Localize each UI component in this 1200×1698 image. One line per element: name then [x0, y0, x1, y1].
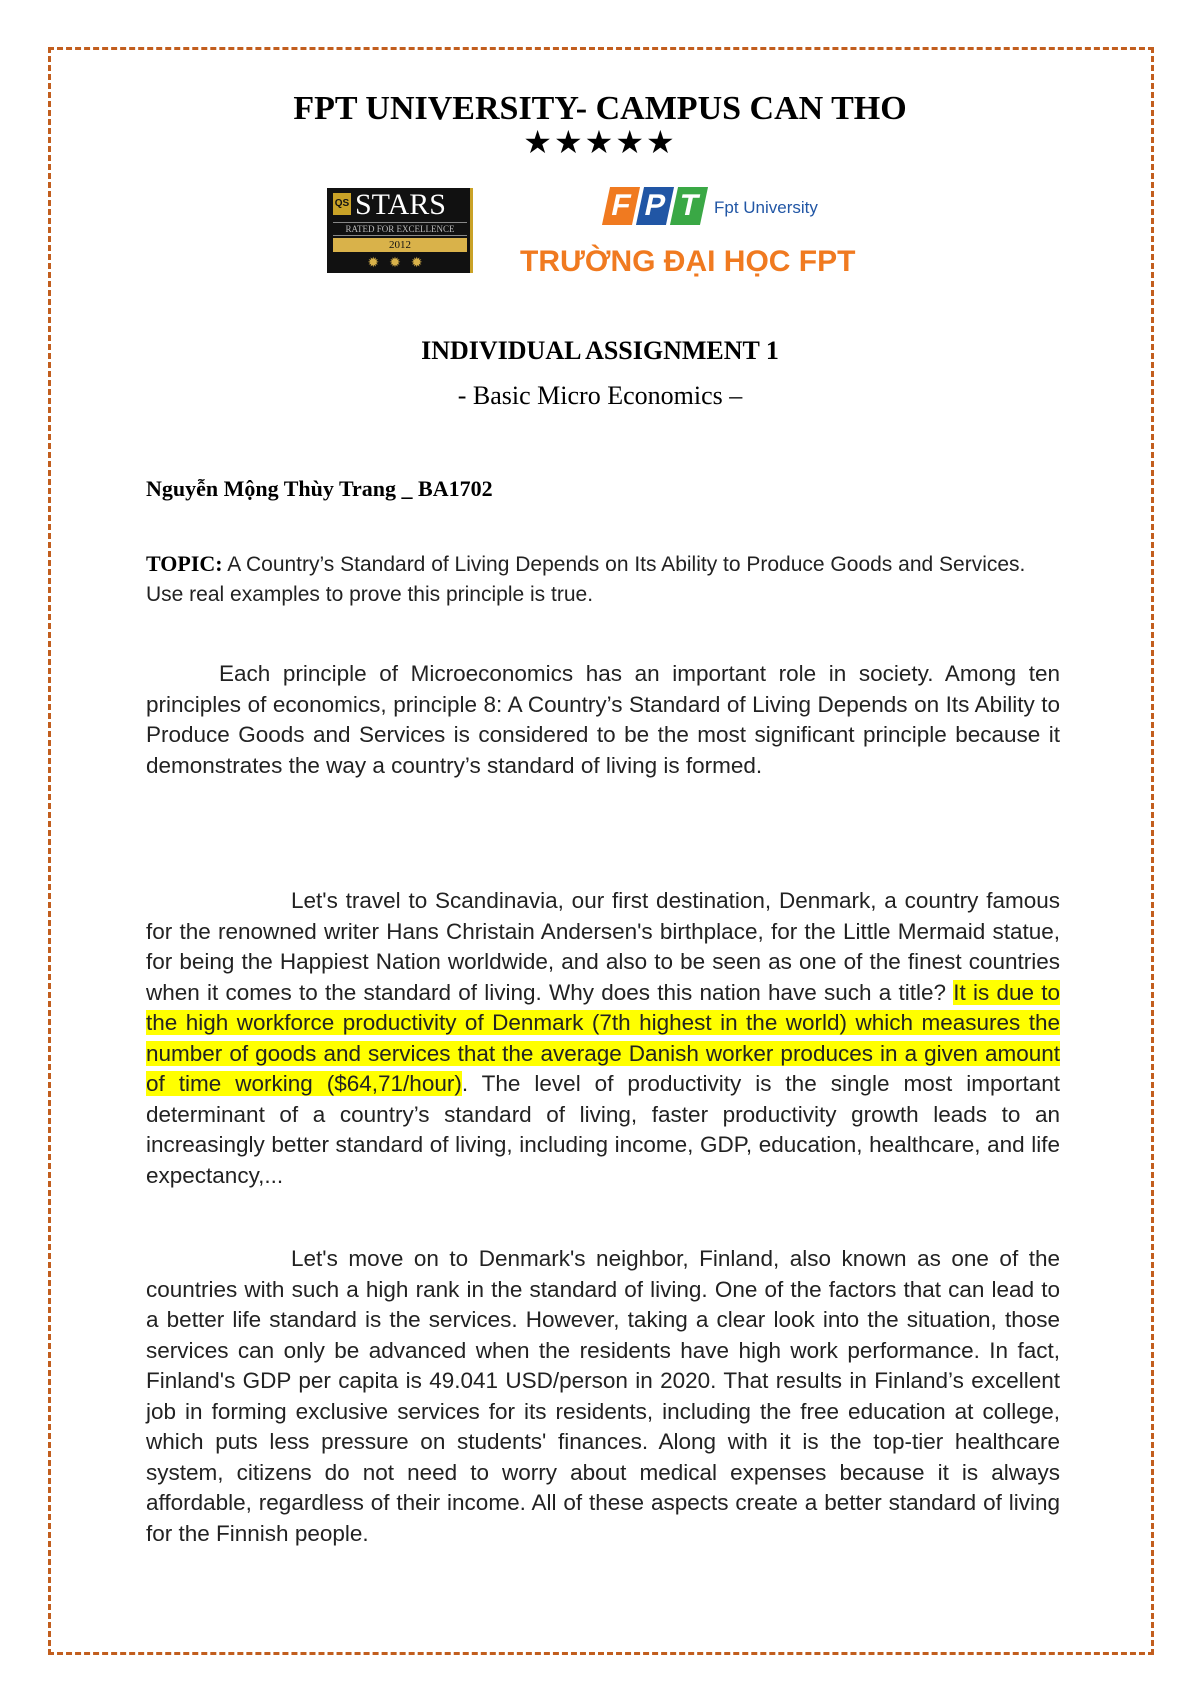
fpt-letter-f: F	[602, 187, 640, 225]
topic-text: A Country’s Standard of Living Depends on Its Ability to Produce Goods and Services. Use real examples to prove this principle is true.	[146, 553, 1026, 606]
highlighted-text: It is due to the high workforce productivity of Denmark (7th highest in the world) which measures the number of goods and services that the average Danish worker produces in a given amount of time working ($64,71/hour)	[146, 979, 1060, 1096]
star-rating: ★★★★★	[523, 124, 677, 160]
paragraph-1: Each principle of Microeconomics has an important role in society. Among ten principles of economics, principle 8: A Country’s Standard of Living Depends on Its Ability to Produce Goods and Services is considered to be the most significant principle because it demonstrates the way a country’s standard of living is formed.	[146, 661, 1060, 778]
topic-label: TOPIC:	[146, 551, 223, 576]
fpt-logo	[606, 187, 706, 229]
qs-year: 2012	[333, 238, 467, 252]
paragraph-2	[146, 886, 1060, 1191]
author-name: Nguyễn Mộng Thùy Trang _ BA1702	[146, 476, 493, 501]
qs-badge: QS	[333, 193, 351, 215]
paragraph-2-conclusion: . The level of productivity is the single most important determinant of a country’s standard of living, faster productivity growth leads to an increasingly better standard of living, including income, GDP, education, healthcare, and life expectancy,...	[146, 1071, 1060, 1188]
paragraph-2-intro: Let's travel to Scandinavia, our first destination, Denmark, a country famous for the renowned writer Hans Christain Andersen's birthplace, for the Little Mermaid statue, for being the Happiest Nation worldwide, and also to be seen as one of the finest countries when it comes to the standard of living. Why does this nation have such a title?	[146, 888, 1060, 1005]
topic	[146, 549, 1066, 610]
fpt-university-label: Fpt University	[714, 198, 818, 217]
fpt-letter-p: P	[636, 187, 674, 225]
qs-tagline: RATED FOR EXCELLENCE	[333, 222, 467, 236]
assignment-subtitle: - Basic Micro Economics –	[457, 381, 743, 410]
fpt-letter-t: T	[670, 187, 708, 225]
qs-dots: ✹✹✹	[367, 254, 433, 270]
assignment-title: INDIVIDUAL ASSIGNMENT 1	[421, 336, 779, 365]
qs-stars-logo	[327, 188, 473, 273]
qs-stars-word: STARS	[355, 188, 446, 221]
fpt-vietnamese-name: TRƯỜNG ĐẠI HỌC FPT	[520, 245, 856, 278]
university-title: FPT UNIVERSITY- CAMPUS CAN THO	[293, 90, 907, 127]
paragraph-3: Let's move on to Denmark's neighbor, Finland, also known as one of the countries with such a high rank in the standard of living. One of the factors that can lead to a better life standard is the services. However, taking a clear look into the situation, those services can only be advanced when the residents have high work performance. In fact, Finland's GDP per capita is 49.041 USD/person in 2020. That results in Finland’s excellent job in forming exclusive services for its residents, including the free education at college, which puts less pressure on students' finances. Along with it is the top-tier healthcare system, citizens do not need to worry about medical expenses because it is always affordable, regardless of their income. All of these aspects create a better standard of living for the Finnish people.	[146, 1246, 1060, 1546]
